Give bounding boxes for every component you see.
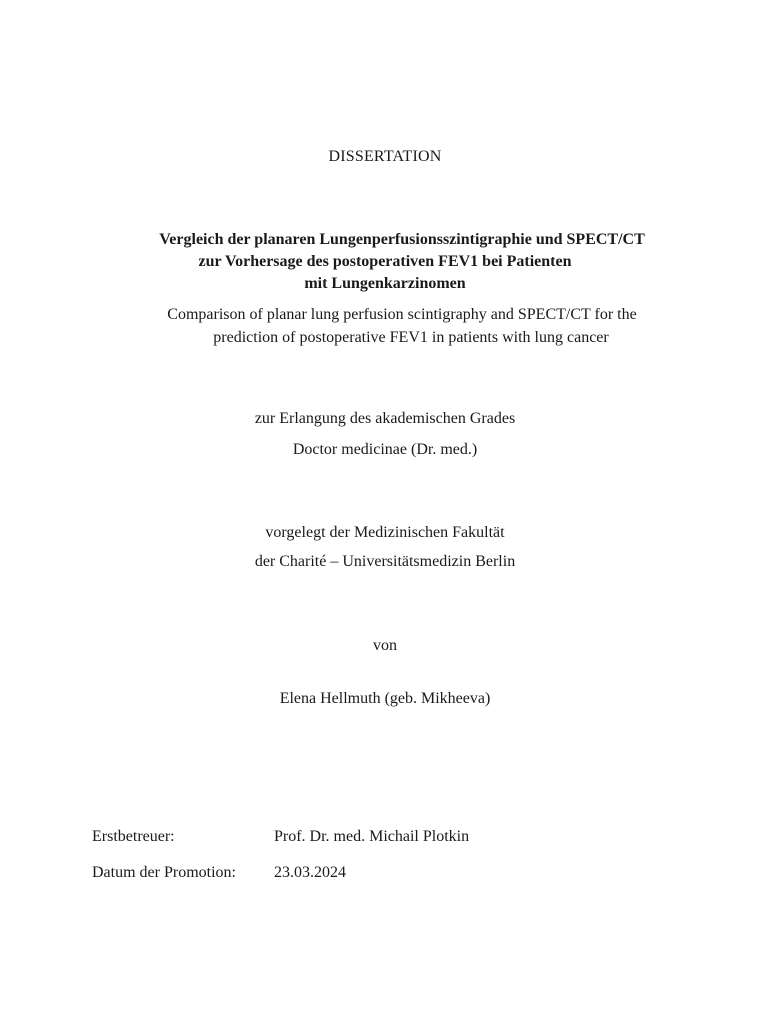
advisor-value: Prof. Dr. med. Michail Plotkin xyxy=(274,828,470,845)
title-english-line-1: Comparison of planar lung perfusion scintigraphy and SPECT/CT for the xyxy=(167,306,637,323)
author-name: Elena Hellmuth (geb. Mikheeva) xyxy=(279,690,491,707)
faculty-line-2: der Charité – Universitätsmedizin Berlin xyxy=(254,553,516,570)
promotion-date-value: 23.03.2024 xyxy=(274,864,346,881)
title-english xyxy=(0,303,770,349)
title-german-line-1: Vergleich der planaren Lungenperfusionsszintigraphie und SPECT/CT xyxy=(159,231,645,248)
von-label: von xyxy=(373,637,397,654)
promotion-date-label: Datum der Promotion: xyxy=(92,864,236,881)
advisor-row xyxy=(92,827,469,847)
document-type: DISSERTATION xyxy=(328,148,442,165)
promotion-date-row xyxy=(92,863,346,883)
title-german-line-3: mit Lungenkarzinomen xyxy=(304,275,466,292)
title-english-line-2: prediction of postoperative FEV1 in patients with lung cancer xyxy=(213,329,609,346)
title-german-line-2: zur Vorhersage des postoperativen FEV1 bei Patienten xyxy=(198,253,572,270)
degree-line-1: zur Erlangung des akademischen Grades xyxy=(254,410,516,427)
title-german xyxy=(0,229,770,295)
faculty-line-1: vorgelegt der Medizinischen Fakultät xyxy=(265,524,505,541)
advisor-label: Erstbetreuer: xyxy=(92,828,175,845)
degree-line-2: Doctor medicinae (Dr. med.) xyxy=(292,441,478,458)
